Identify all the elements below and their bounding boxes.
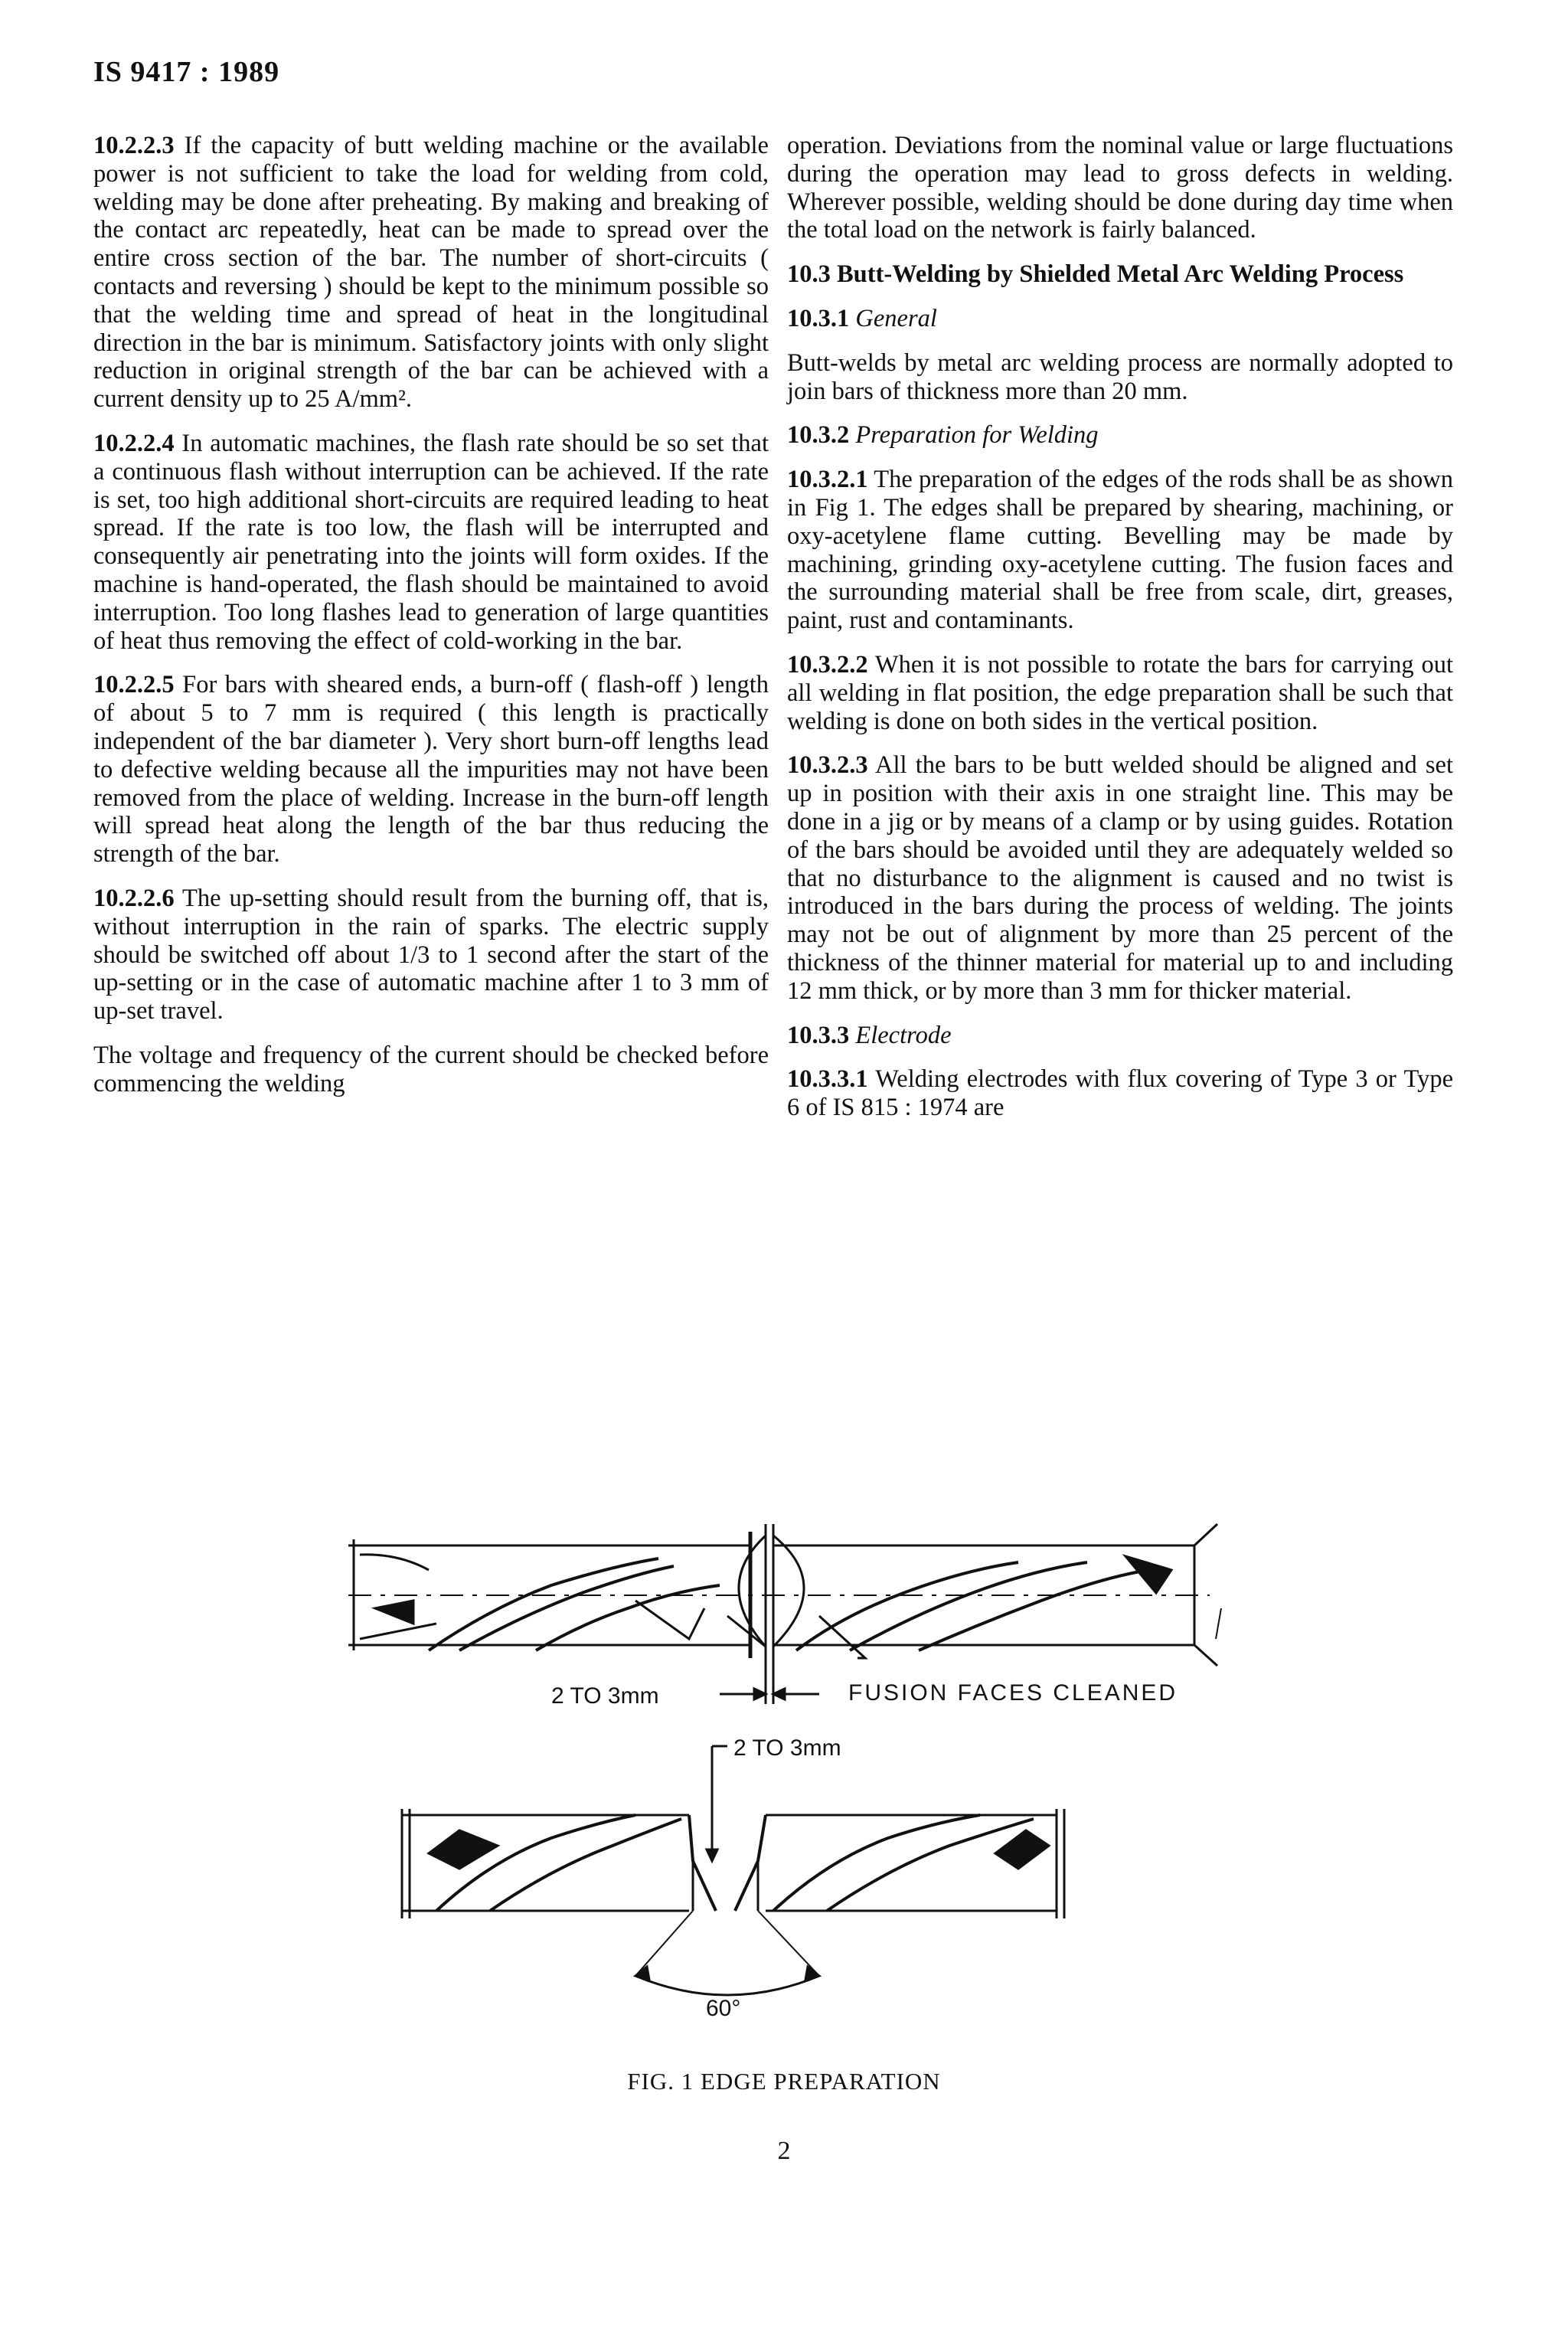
subheading-10-3-1: 10.3.1 General [787, 304, 937, 332]
left-column [93, 132, 769, 1114]
paragraph-10-3-2-3: 10.3.2.3 All the bars to be butt welded should be aligned and set up in position with their axis in one straight line. This may be done in a jig or by means of a clamp or by using guides. Rotation of the bars should be avoided until they are adequately welded so that no disturbance to the alignment is caused and no twist is introduced in the bars during the process of welding. The joints may not be out of alignment by more than 25 percent of the thickness of the thinner material for material up to and including 12 mm thick, or by more than 3 mm for thicker material. [787, 751, 1453, 1005]
paragraph-10-2-2-4: 10.2.2.4 In automatic machines, the flash rate should be so set that a continuous flash without interruption can be achieved. If the rate is set, too high additional short-circuits are required leading to heat spread. If the rate is too low, the flash will be interrupted and consequently air penetrating into the joints will form oxides. If the machine is hand-operated, the flash should be maintained to avoid interruption. Too long flashes lead to generation of large quantities of heat thus removing the effect of cold-working in the bar. [93, 429, 769, 655]
label-angle: 60° [706, 1996, 741, 2021]
single-vee-drawing [402, 1746, 1064, 1995]
paragraph-10-3-2-2: 10.3.2.2 When it is not possible to rotate the bars for carrying out all welding in flat position, the edge preparation shall be such that welding is done on both sides in the vertical position. [787, 650, 1453, 735]
right-column [787, 132, 1453, 1138]
paragraph-operation: operation. Deviations from the nominal value or large fluctuations during the operation may lead to gross defects in welding. Wherever possible, welding should be done during day time when the total load on the network is fairly balanced. [787, 132, 1453, 244]
label-gap-bottom: 2 TO 3mm [733, 1735, 841, 1761]
label-gap-top: 2 TO 3mm [551, 1683, 659, 1709]
label-fusion-faces: FUSION FACES CLEANED [848, 1680, 1178, 1706]
square-butt-drawing [348, 1524, 1221, 1704]
paragraph-voltage-check: The voltage and frequency of the current should be checked before commencing the welding [93, 1041, 769, 1097]
subheading-10-3-2: 10.3.2 Preparation for Welding [787, 421, 1099, 450]
subheading-10-3-3: 10.3.3 Electrode [787, 1021, 952, 1049]
page-number: 2 [777, 2137, 791, 2165]
section-heading-10-3: 10.3 Butt-Welding by Shielded Metal Arc Welding Process [787, 260, 1404, 289]
paragraph-10-3-3-1: 10.3.3.1 Welding electrodes with flux covering of Type 3 or Type 6 of IS 815 : 1974 are [787, 1065, 1453, 1122]
paragraph-10-2-2-6: 10.2.2.6 The up-setting should result from the burning off, that is, without interruption in the rain of sparks. The electric supply should be switched off about 1/3 to 1 second after the start of the up-setting or in the case of automatic machine after 1 to 3 mm of up-set travel. [93, 884, 769, 1025]
paragraph-10-2-2-3: 10.2.2.3 If the capacity of butt welding machine or the available power is not sufficient to take the load for welding from cold, welding may be done after preheating. By making and breaking of the contact arc repeatedly, heat can be made to spread over the entire cross section of the bar. The number of short-circuits ( contacts and reversing ) should be kept to the minimum possible so that the welding time and spread of heat in the longitudinal direction in the bar is minimum. Satisfactory joints with only slight reduction in original strength of the bar can be achieved with a current density up to 25 A/mm². [93, 132, 769, 414]
paragraph-10-2-2-5: 10.2.2.5 For bars with sheared ends, a burn-off ( flash-off ) length of about 5 to 7 mm is required ( this length is practically independent of the bar diameter ). Very short burn-off lengths lead to defective welding because all the impurities may not have been removed from the place of welding. Increase in the burn-off length will spread heat along the length of the bar thus reducing the strength of the bar. [93, 671, 769, 868]
document-header: IS 9417 : 1989 [93, 56, 280, 88]
figure-caption: FIG. 1 EDGE PREPARATION [627, 2068, 941, 2095]
paragraph-10-3-1: Butt-welds by metal arc welding process are normally adopted to join bars of thickness more than 20 mm. [787, 348, 1453, 405]
paragraph-10-3-2-1: 10.3.2.1 The preparation of the edges of the rods shall be as shown in Fig 1. The edges shall be prepared by shearing, machining, or oxy-acetylene flame cutting. Bevelling may be made by machining, grinding oxy-acetylene cutting. The fusion faces and the surrounding material shall be free from scale, dirt, greases, paint, rust and contaminants. [787, 466, 1453, 635]
